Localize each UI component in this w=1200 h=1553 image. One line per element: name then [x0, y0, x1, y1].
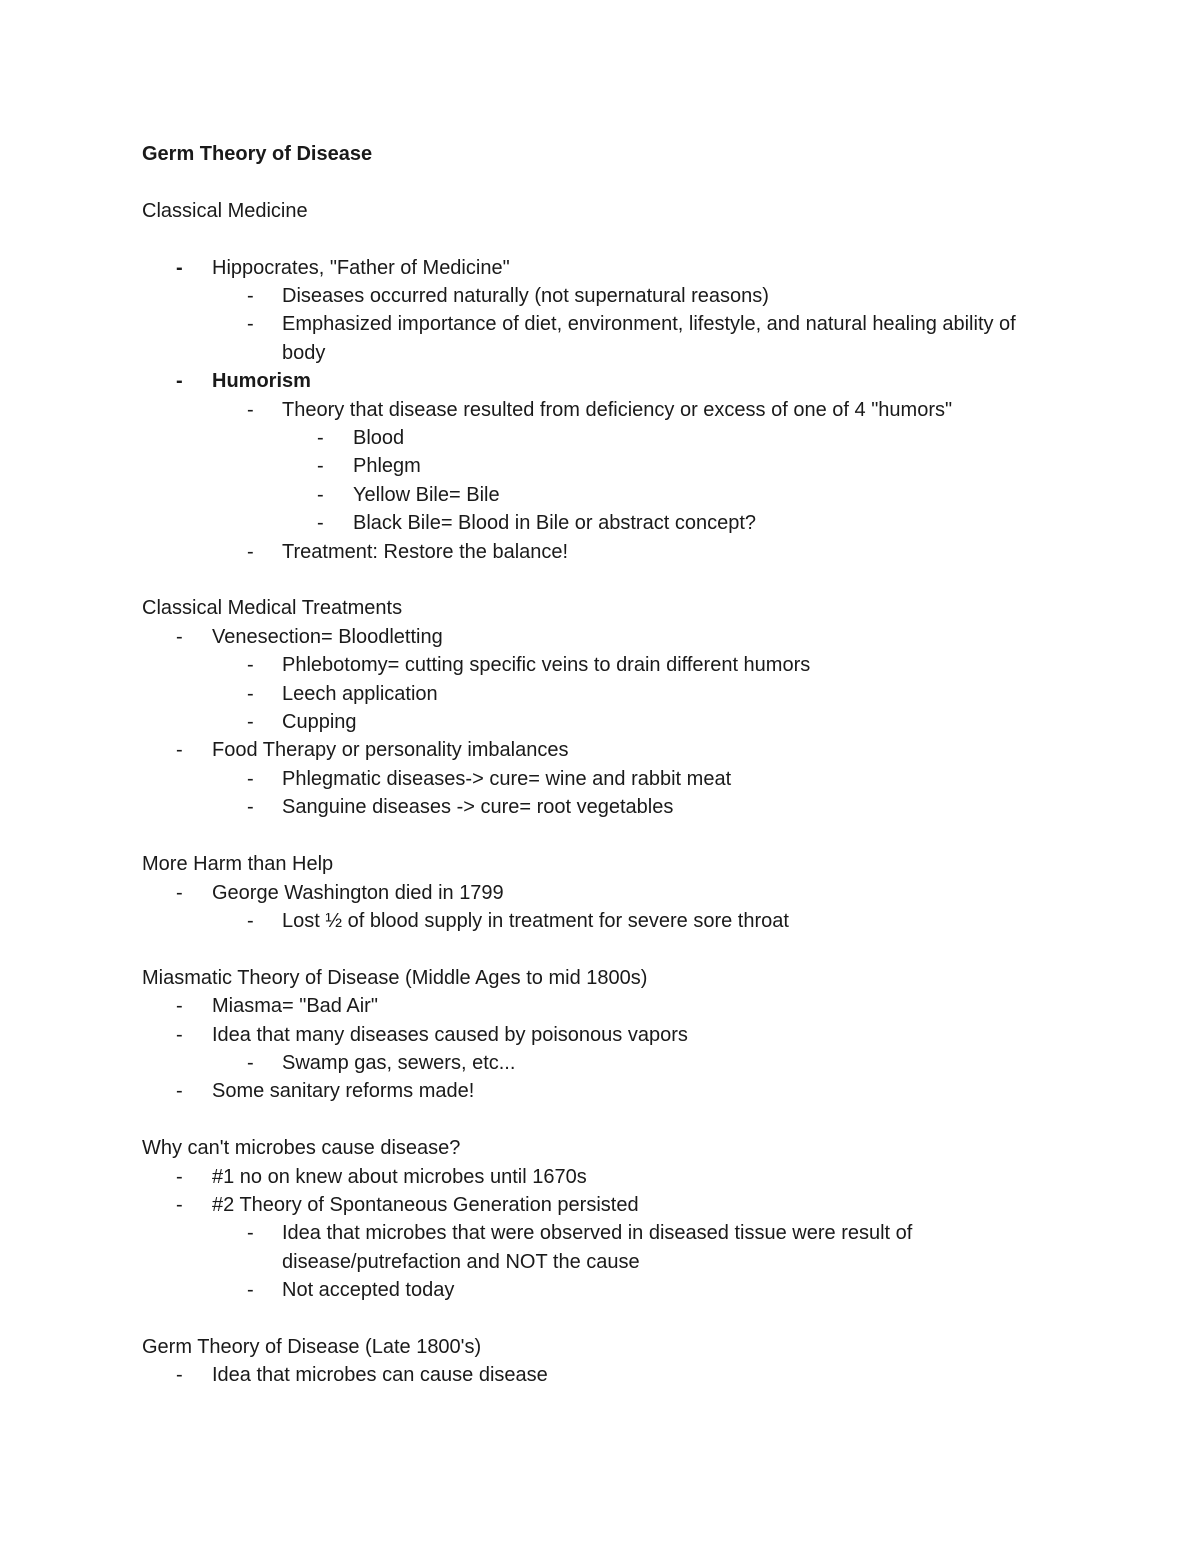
list-item-text: Cupping	[282, 711, 357, 734]
list-item	[142, 310, 1062, 367]
section-heading: Classical Medical Treatments	[142, 597, 403, 620]
list-item-text: Blood	[353, 427, 405, 450]
bullet-dash-icon: -	[317, 427, 324, 450]
bullet-dash-icon: -	[176, 881, 183, 904]
list-item-text: Swamp gas, sewers, etc...	[282, 1051, 516, 1074]
list-item	[142, 1077, 1062, 1105]
list-item	[142, 1361, 1062, 1389]
section-heading: Classical Medicine	[142, 199, 308, 222]
bullet-dash-icon: -	[247, 1222, 254, 1245]
list-item	[142, 1163, 1062, 1191]
list-item	[142, 1276, 1062, 1304]
list-item	[142, 879, 1062, 907]
bullet-dash-icon: -	[247, 313, 254, 336]
list-item-text: Some sanitary reforms made!	[212, 1080, 475, 1103]
list-item-text: #2 Theory of Spontaneous Generation persisted	[212, 1193, 639, 1216]
bullet-dash-icon: -	[176, 370, 183, 393]
bullet-dash-icon: -	[247, 909, 254, 932]
list-item-text: Miasma= "Bad Air"	[212, 995, 378, 1018]
spacer	[142, 566, 1062, 594]
list-item-text: #1 no on knew about microbes until 1670s	[212, 1165, 587, 1188]
list-item-text: Idea that microbes can cause disease	[212, 1364, 548, 1387]
bullet-dash-icon: -	[176, 625, 183, 648]
list-item-text: Hippocrates, "Father of Medicine"	[212, 256, 510, 279]
bullet-dash-icon: -	[247, 540, 254, 563]
document-page	[142, 140, 1062, 1390]
list-item	[142, 765, 1062, 793]
list-item-text: Yellow Bile= Bile	[353, 483, 500, 506]
bullet-dash-icon: -	[176, 995, 183, 1018]
spacer	[142, 225, 1062, 253]
bullet-dash-icon: -	[247, 285, 254, 307]
list-item-text: George Washington died in 1799	[212, 881, 504, 904]
list-item-text: Theory that disease resulted from deficiency or excess of one of 4 "humors"	[282, 398, 953, 421]
list-item	[142, 793, 1062, 821]
bullet-dash-icon: -	[317, 455, 324, 478]
list-item-text: Phlebotomy= cutting specific veins to drain different humors	[282, 654, 811, 677]
list-item	[142, 254, 1062, 282]
list-item	[142, 1021, 1062, 1049]
bullet-dash-icon: -	[317, 512, 324, 535]
list-item-text: Treatment: Restore the balance!	[282, 540, 569, 563]
list-item-text: Food Therapy or personality imbalances	[212, 739, 569, 762]
list-item-text: Humorism	[212, 370, 311, 393]
bullet-dash-icon: -	[176, 739, 183, 762]
bullet-dash-icon: -	[176, 256, 183, 279]
list-item	[142, 907, 1062, 935]
bullet-dash-icon: -	[247, 682, 254, 705]
spacer	[142, 822, 1062, 850]
list-item	[142, 282, 1062, 310]
list-item-text: Venesection= Bloodletting	[212, 625, 443, 648]
list-item	[142, 680, 1062, 708]
list-item-text: Idea that many diseases caused by poisonous vapors	[212, 1023, 688, 1046]
bullet-dash-icon: -	[247, 796, 254, 819]
list-item-text: Lost ½ of blood supply in treatment for severe sore throat	[282, 909, 789, 932]
list-item	[142, 992, 1062, 1020]
list-item-text: Emphasized importance of diet, environment, lifestyle, and natural healing ability of body	[282, 313, 1016, 364]
list-item	[142, 623, 1062, 651]
section-heading: Why can't microbes cause disease?	[142, 1137, 461, 1160]
list-item-text: Not accepted today	[282, 1279, 455, 1302]
list-item-text: Phlegm	[353, 455, 421, 478]
bullet-dash-icon: -	[317, 483, 324, 506]
spacer	[142, 168, 1062, 196]
bullet-dash-icon: -	[176, 1080, 183, 1103]
document-title: Germ Theory of Disease	[142, 143, 373, 165]
spacer	[142, 1305, 1062, 1333]
bullet-dash-icon: -	[247, 711, 254, 734]
list-item-text: Black Bile= Blood in Bile or abstract concept?	[353, 512, 756, 535]
list-item	[142, 481, 1062, 509]
bullet-dash-icon: -	[247, 1051, 254, 1074]
document-body	[142, 197, 1062, 1390]
bullet-dash-icon: -	[176, 1023, 183, 1046]
list-item	[142, 651, 1062, 679]
list-item-text: Leech application	[282, 682, 438, 705]
list-item	[142, 509, 1062, 537]
list-item-text: Sanguine diseases -> cure= root vegetables	[282, 796, 674, 819]
list-item	[142, 708, 1062, 736]
list-item-text: Idea that microbes that were observed in diseased tissue were result of disease/putrefaction and NOT the cause	[282, 1222, 913, 1273]
list-item	[142, 736, 1062, 764]
list-item	[142, 424, 1062, 452]
list-item	[142, 452, 1062, 480]
section-heading: Germ Theory of Disease (Late 1800's)	[142, 1335, 482, 1358]
list-item	[142, 1219, 1062, 1276]
bullet-dash-icon: -	[247, 654, 254, 677]
list-item-text: Phlegmatic diseases-> cure= wine and rabbit meat	[282, 767, 732, 790]
list-item	[142, 538, 1062, 566]
section-heading: More Harm than Help	[142, 853, 334, 876]
list-item	[142, 1049, 1062, 1077]
spacer	[142, 1106, 1062, 1134]
list-item	[142, 367, 1062, 395]
bullet-dash-icon: -	[247, 398, 254, 421]
bullet-dash-icon: -	[176, 1193, 183, 1216]
bullet-dash-icon: -	[176, 1364, 183, 1387]
bullet-dash-icon: -	[176, 1165, 183, 1188]
bullet-dash-icon: -	[247, 1279, 254, 1302]
list-item-text: Diseases occurred naturally (not supernatural reasons)	[282, 285, 769, 307]
spacer	[142, 935, 1062, 963]
bullet-dash-icon: -	[247, 767, 254, 790]
list-item	[142, 396, 1062, 424]
list-item	[142, 1191, 1062, 1219]
section-heading: Miasmatic Theory of Disease (Middle Ages to mid 1800s)	[142, 966, 648, 989]
